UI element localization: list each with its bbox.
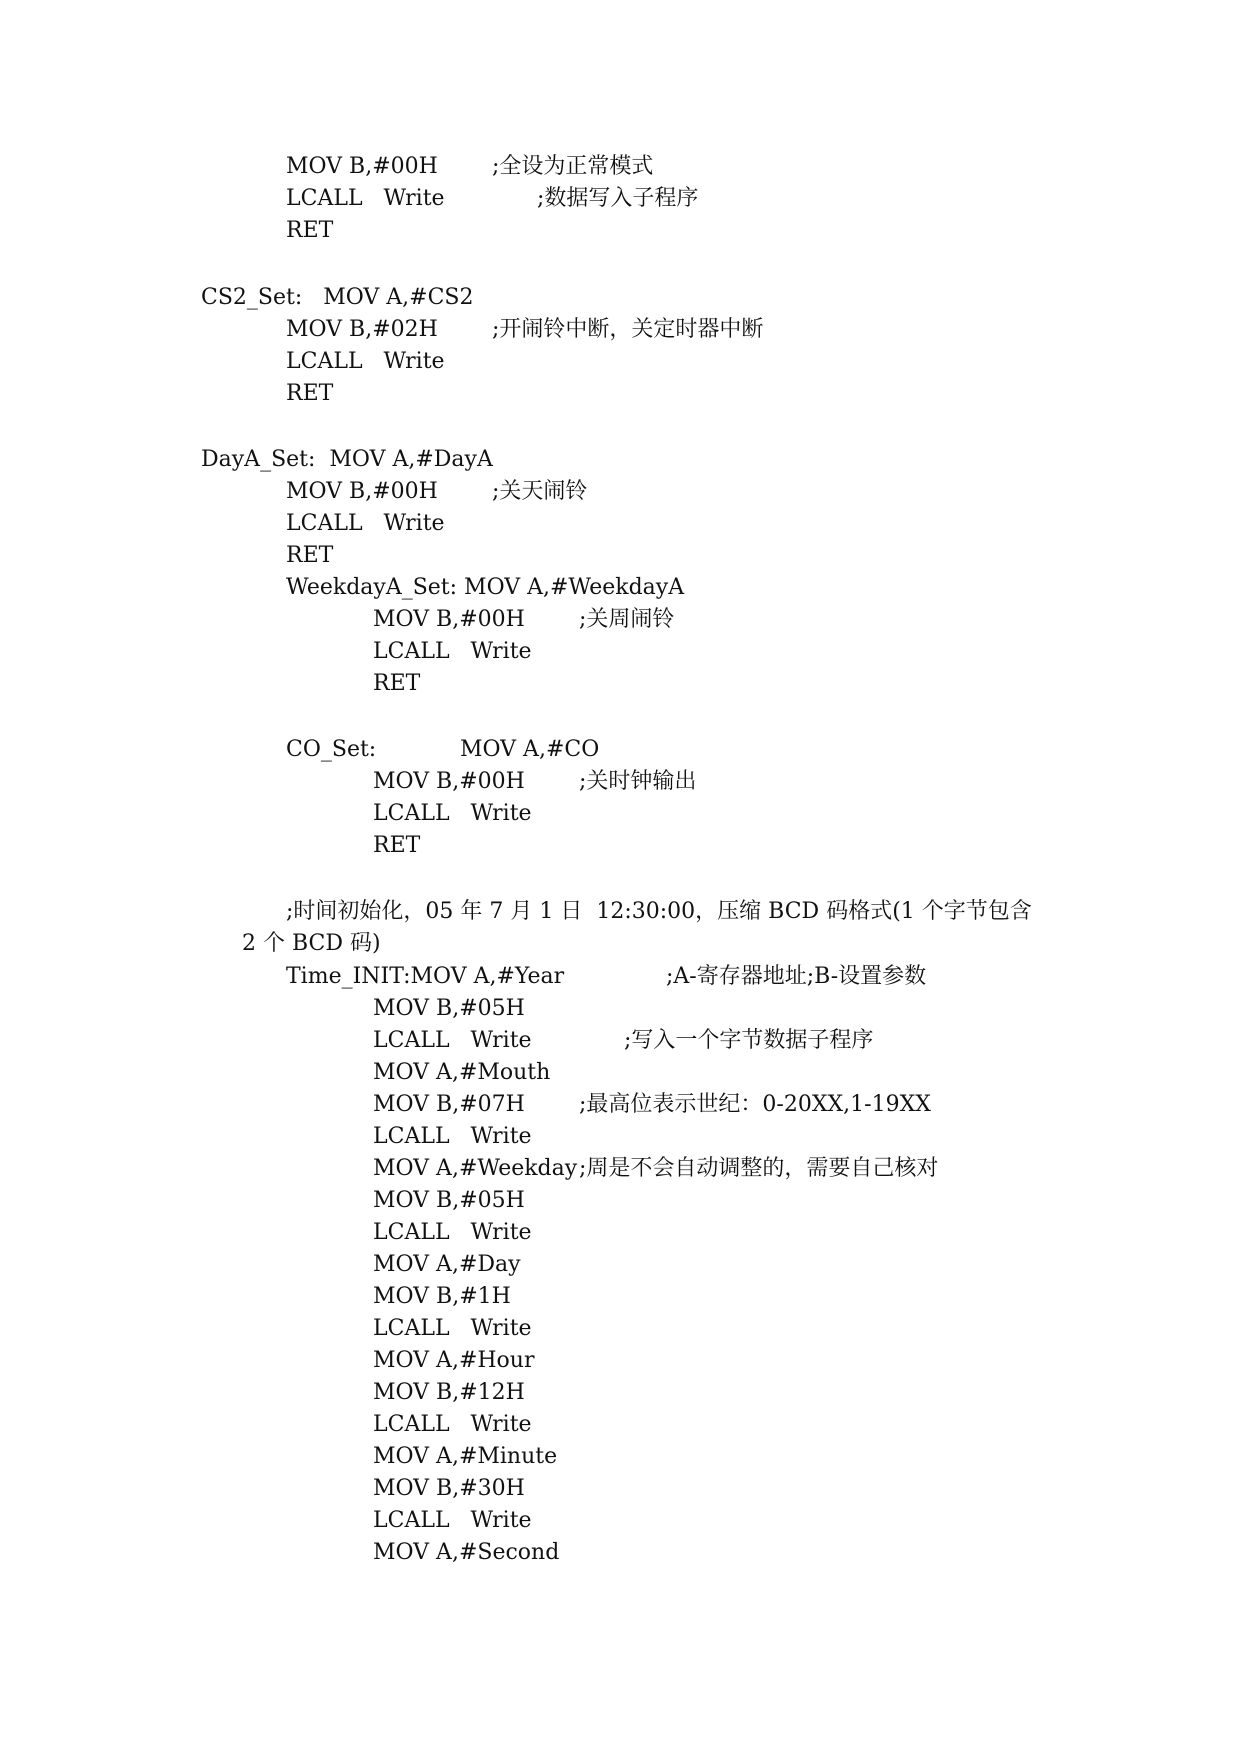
code-line bbox=[359, 1537, 560, 1569]
code-text: MOV B,#07H bbox=[373, 1092, 525, 1117]
code-line bbox=[359, 1153, 939, 1185]
code-text: MOV B,#05H bbox=[373, 1188, 525, 1213]
code-comment: ;全设为正常模式 bbox=[492, 154, 654, 179]
code-comment: ;A-寄存器地址;B-设置参数 bbox=[666, 964, 927, 989]
code-label: CO_Set: bbox=[286, 737, 377, 762]
code-line bbox=[359, 668, 421, 700]
code-text: LCALL Write bbox=[286, 186, 445, 211]
code-label-line: WeekdayA_Set: MOV A,#WeekdayA bbox=[286, 575, 685, 600]
code-text: MOV A,#Hour bbox=[373, 1348, 535, 1373]
code-line bbox=[359, 1217, 532, 1249]
code-comment: ;最高位表示世纪：0-20XX,1-19XX bbox=[579, 1092, 931, 1117]
code-line bbox=[272, 540, 334, 572]
code-line bbox=[359, 604, 675, 636]
code-text: MOV B,#00H bbox=[373, 769, 525, 794]
code-comment: ;关时钟输出 bbox=[579, 769, 697, 794]
comment-text: ;时间初始化，05 年 7 月 1 日 12:30:00，压缩 BCD 码格式(1 个字节包含 bbox=[286, 899, 1032, 924]
code-text: LCALL Write bbox=[373, 801, 532, 826]
code-line bbox=[272, 183, 699, 215]
code-text: MOV B,#02H bbox=[286, 317, 438, 342]
code-line bbox=[359, 1505, 532, 1537]
code-text: MOV B,#00H bbox=[286, 479, 438, 504]
code-text: LCALL Write bbox=[373, 639, 532, 664]
code-line bbox=[272, 151, 654, 183]
code-line bbox=[359, 766, 697, 798]
code-comment-line bbox=[272, 896, 1032, 928]
code-text: MOV A,#Day bbox=[373, 1252, 521, 1277]
code-line bbox=[446, 734, 600, 766]
code-text: LCALL Write bbox=[286, 511, 445, 536]
code-comment: ;关周闹铃 bbox=[579, 607, 675, 632]
code-line bbox=[359, 993, 525, 1025]
comment-text: 2 个 BCD 码) bbox=[242, 931, 381, 956]
code-line bbox=[272, 734, 377, 766]
code-text: RET bbox=[286, 381, 334, 406]
code-text: MOV B,#00H bbox=[286, 154, 438, 179]
code-label-line: DayA_Set: MOV A,#DayA bbox=[201, 447, 493, 472]
code-text: RET bbox=[373, 671, 421, 696]
code-line bbox=[359, 1281, 511, 1313]
code-label-line: CS2_Set: MOV A,#CS2 bbox=[201, 285, 474, 310]
code-line bbox=[272, 961, 927, 993]
code-text: LCALL Write bbox=[373, 1028, 532, 1053]
code-line bbox=[187, 444, 493, 476]
code-line bbox=[359, 1089, 931, 1121]
code-line bbox=[272, 572, 685, 604]
code-text: RET bbox=[373, 833, 421, 858]
code-line bbox=[359, 1441, 558, 1473]
code-line bbox=[272, 508, 445, 540]
code-line bbox=[359, 1121, 532, 1153]
code-text: MOV A,#Minute bbox=[373, 1444, 558, 1469]
code-text: RET bbox=[286, 543, 334, 568]
code-line bbox=[359, 1057, 551, 1089]
code-line bbox=[359, 1473, 525, 1505]
code-comment: ;开闹铃中断，关定时器中断 bbox=[492, 317, 764, 342]
code-text: LCALL Write bbox=[373, 1220, 532, 1245]
code-text: MOV A,#Second bbox=[373, 1540, 560, 1565]
code-line bbox=[359, 1345, 535, 1377]
code-comment: ;周是不会自动调整的，需要自己核对 bbox=[579, 1156, 939, 1181]
code-line bbox=[359, 1409, 532, 1441]
code-line bbox=[359, 1313, 532, 1345]
code-line bbox=[359, 1025, 874, 1057]
code-text: LCALL Write bbox=[373, 1316, 532, 1341]
code-text: MOV A,#Weekday bbox=[373, 1156, 578, 1181]
code-line bbox=[272, 215, 334, 247]
code-text: MOV B,#1H bbox=[373, 1284, 511, 1309]
code-text: LCALL Write bbox=[373, 1508, 532, 1533]
code-line bbox=[359, 1249, 521, 1281]
code-line bbox=[187, 282, 474, 314]
code-label-line: Time_INIT:MOV A,#Year bbox=[286, 964, 565, 989]
code-line bbox=[272, 346, 445, 378]
code-comment: ;数据写入子程序 bbox=[537, 186, 699, 211]
code-line bbox=[359, 830, 421, 862]
code-text: LCALL Write bbox=[373, 1412, 532, 1437]
code-text: MOV A,#CO bbox=[460, 737, 600, 762]
code-text: MOV B,#12H bbox=[373, 1380, 525, 1405]
code-line bbox=[359, 1377, 525, 1409]
code-text: MOV A,#Mouth bbox=[373, 1060, 551, 1085]
code-line bbox=[272, 314, 764, 346]
code-text: MOV B,#05H bbox=[373, 996, 525, 1021]
code-line bbox=[359, 636, 532, 668]
code-text: MOV B,#30H bbox=[373, 1476, 525, 1501]
code-line bbox=[272, 378, 334, 410]
code-line bbox=[359, 1185, 525, 1217]
code-comment: ;写入一个字节数据子程序 bbox=[624, 1028, 874, 1053]
code-text: MOV B,#00H bbox=[373, 607, 525, 632]
code-text: RET bbox=[286, 218, 334, 243]
code-line bbox=[359, 798, 532, 830]
code-comment: ;关天闹铃 bbox=[492, 479, 588, 504]
code-line bbox=[272, 476, 588, 508]
code-text: LCALL Write bbox=[373, 1124, 532, 1149]
code-comment-line bbox=[228, 928, 381, 960]
code-text: LCALL Write bbox=[286, 349, 445, 374]
